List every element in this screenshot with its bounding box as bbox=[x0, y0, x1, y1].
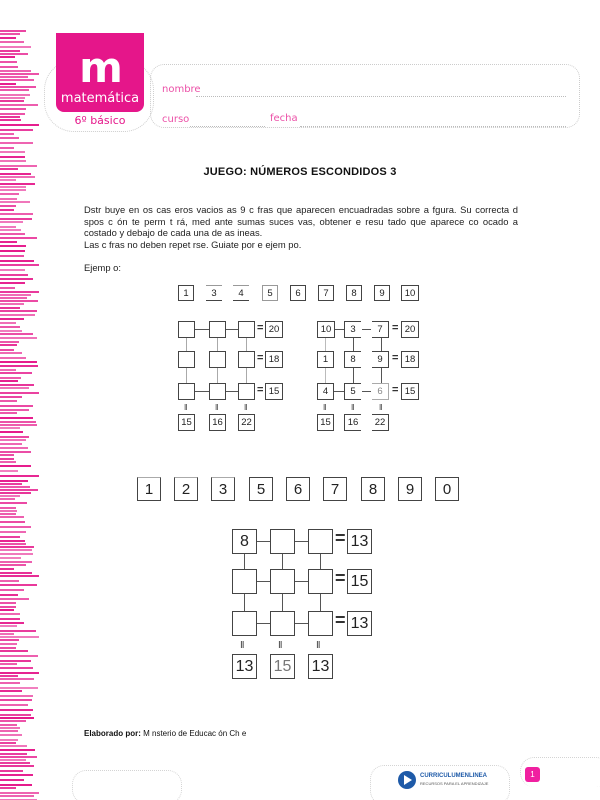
publisher-tagline: RECURSOS PARA EL APRENDIZAJE bbox=[420, 781, 489, 786]
grid-connector bbox=[295, 623, 308, 624]
grid-connector bbox=[244, 594, 245, 611]
equals-sign: = bbox=[392, 352, 399, 364]
page-number-badge: 1 bbox=[525, 767, 540, 782]
page-title: JUEGO: NÚMEROS ESCONDIDOS 3 bbox=[203, 166, 397, 178]
answer-cell[interactable] bbox=[270, 611, 295, 636]
grid-connector bbox=[282, 594, 283, 611]
answer-cell[interactable] bbox=[232, 611, 257, 636]
answer-cell[interactable] bbox=[232, 569, 257, 594]
answer-cell[interactable] bbox=[308, 569, 333, 594]
grid-cell: 10 bbox=[317, 321, 335, 338]
grid-connector bbox=[226, 391, 238, 392]
play-arrow-icon bbox=[398, 771, 416, 789]
logo-letter: m bbox=[79, 43, 121, 92]
row-sum: 20 bbox=[401, 321, 419, 338]
grid-connector bbox=[186, 337, 187, 351]
course-label: curso bbox=[162, 114, 190, 125]
equals-sign: = bbox=[392, 322, 399, 334]
decorative-side-stripes bbox=[0, 30, 42, 800]
example-digit-box: 7 bbox=[318, 285, 334, 301]
grid-cell bbox=[178, 321, 195, 338]
answer-cell[interactable] bbox=[270, 569, 295, 594]
example-digit-box: 5 bbox=[262, 285, 278, 301]
grid-cell: 5 bbox=[344, 383, 361, 400]
column-equals-sign: II bbox=[244, 403, 247, 412]
column-sum: 22 bbox=[238, 414, 255, 431]
example-digit-box: 8 bbox=[346, 285, 362, 301]
grid-cell bbox=[178, 383, 195, 400]
grade-label: 6º básico bbox=[74, 114, 126, 127]
grid-connector bbox=[257, 541, 270, 542]
column-sum: 15 bbox=[270, 654, 295, 679]
equals-sign: = bbox=[335, 528, 346, 548]
row-sum: 20 bbox=[265, 321, 283, 338]
date-field[interactable] bbox=[300, 126, 566, 127]
column-sum: 16 bbox=[344, 414, 361, 431]
column-equals-sign: II bbox=[184, 403, 187, 412]
grid-connector bbox=[246, 368, 247, 383]
column-equals-sign: II bbox=[278, 640, 282, 651]
grid-connector bbox=[325, 368, 326, 383]
grid-connector bbox=[334, 329, 344, 330]
course-field[interactable] bbox=[190, 126, 265, 127]
grid-connector bbox=[217, 368, 218, 383]
grid-connector bbox=[246, 337, 247, 351]
credit-prefix: Elaborado por: bbox=[84, 729, 141, 738]
grid-connector bbox=[334, 391, 344, 392]
exercise-digit-box: 6 bbox=[286, 477, 310, 501]
grid-connector bbox=[320, 554, 321, 569]
grid-connector bbox=[362, 391, 371, 392]
column-sum: 22 bbox=[372, 414, 389, 431]
grid-connector bbox=[381, 368, 382, 383]
exercise-digit-box: 1 bbox=[137, 477, 161, 501]
grid-connector bbox=[257, 623, 270, 624]
column-equals-sign: II bbox=[316, 640, 320, 651]
footer-decoration bbox=[72, 770, 182, 800]
equals-sign: = bbox=[335, 610, 346, 630]
grid-cell: 9 bbox=[372, 351, 389, 368]
grid-connector bbox=[195, 329, 209, 330]
row-sum: 15 bbox=[347, 569, 372, 594]
given-cell: 8 bbox=[232, 529, 257, 554]
grid-connector bbox=[320, 594, 321, 611]
grid-cell: 1 bbox=[317, 351, 334, 368]
publisher-name: CURRICULUMENLINEA bbox=[420, 773, 487, 779]
grid-cell: 7 bbox=[372, 321, 389, 338]
column-sum: 15 bbox=[178, 414, 195, 431]
credit-line bbox=[84, 729, 246, 738]
grid-connector bbox=[186, 368, 187, 383]
grid-connector bbox=[353, 368, 354, 383]
grid-cell bbox=[238, 321, 255, 338]
grid-cell bbox=[209, 383, 226, 400]
grid-cell: 8 bbox=[344, 351, 361, 368]
equals-sign: = bbox=[257, 322, 264, 334]
row-sum: 13 bbox=[347, 529, 372, 554]
answer-cell[interactable] bbox=[308, 611, 333, 636]
grid-cell bbox=[209, 321, 226, 338]
grid-connector bbox=[226, 329, 238, 330]
example-digit-box: 4 bbox=[233, 285, 249, 301]
row-sum: 18 bbox=[265, 351, 283, 368]
column-equals-sign: II bbox=[351, 403, 354, 412]
example-digit-box: 10 bbox=[401, 285, 419, 301]
grid-cell bbox=[238, 383, 255, 400]
logo-subject: matemática bbox=[60, 91, 140, 106]
exercise-digit-box: 7 bbox=[323, 477, 347, 501]
column-sum: 16 bbox=[209, 414, 226, 431]
subject-logo bbox=[56, 33, 144, 112]
column-equals-sign: II bbox=[215, 403, 218, 412]
grid-connector bbox=[244, 554, 245, 569]
name-label: nombre bbox=[162, 84, 201, 95]
grid-cell: 4 bbox=[317, 383, 334, 400]
row-sum: 13 bbox=[347, 611, 372, 636]
exercise-digit-box: 2 bbox=[174, 477, 198, 501]
instructions-note: Las c fras no deben repet rse. Guiate por e ejem po. bbox=[84, 238, 302, 250]
grid-cell bbox=[238, 351, 255, 368]
example-digit-box: 3 bbox=[206, 285, 222, 301]
exercise-digit-box: 3 bbox=[211, 477, 235, 501]
exercise-digit-box: 9 bbox=[398, 477, 422, 501]
row-sum: 15 bbox=[401, 383, 419, 400]
instructions bbox=[84, 204, 518, 250]
row-sum: 15 bbox=[265, 383, 283, 400]
column-sum: 13 bbox=[308, 654, 333, 679]
column-sum: 15 bbox=[317, 414, 334, 431]
date-label: fecha bbox=[270, 113, 298, 124]
row-sum: 18 bbox=[401, 351, 419, 368]
grid-cell bbox=[209, 351, 226, 368]
example-digit-box: 1 bbox=[178, 285, 194, 301]
equals-sign: = bbox=[257, 384, 264, 396]
grid-connector bbox=[325, 337, 326, 351]
example-digit-box: 9 bbox=[374, 285, 390, 301]
grid-connector bbox=[217, 337, 218, 351]
column-equals-sign: II bbox=[379, 403, 382, 412]
column-equals-sign: II bbox=[323, 403, 326, 412]
instructions-paragraph: Dstr buye en os cas eros vacios as 9 c fras que aparecen encuadradas sobre a fgura. Su correcta d spos c ón te perm t rá, med ante sumas suces vas, obtener e resu tado que aparece co ocado a costado y debajo de cada una de as ineas. bbox=[84, 204, 518, 238]
answer-cell[interactable] bbox=[270, 529, 295, 554]
grid-connector bbox=[353, 337, 354, 351]
equals-sign: = bbox=[257, 352, 264, 364]
example-label: Ejemp o: bbox=[84, 262, 121, 273]
grid-connector bbox=[282, 554, 283, 569]
exercise-digit-box: 0 bbox=[435, 477, 459, 501]
grid-connector bbox=[381, 337, 382, 351]
grid-connector bbox=[257, 581, 270, 582]
column-sum: 13 bbox=[232, 654, 257, 679]
answer-cell[interactable] bbox=[308, 529, 333, 554]
example-digit-box: 6 bbox=[290, 285, 306, 301]
grid-cell: 6 bbox=[372, 383, 389, 400]
publisher-logo bbox=[398, 771, 488, 789]
grid-connector bbox=[362, 329, 371, 330]
grid-cell: 3 bbox=[344, 321, 361, 338]
grid-cell bbox=[178, 351, 195, 368]
exercise-digit-box: 8 bbox=[361, 477, 385, 501]
column-equals-sign: II bbox=[240, 640, 244, 651]
name-field[interactable] bbox=[196, 96, 566, 97]
equals-sign: = bbox=[392, 384, 399, 396]
grid-connector bbox=[295, 581, 308, 582]
equals-sign: = bbox=[335, 568, 346, 588]
credit-author: M nsterio de Educac ón Ch e bbox=[140, 729, 247, 738]
grid-connector bbox=[295, 541, 308, 542]
grid-connector bbox=[195, 391, 209, 392]
exercise-digit-box: 5 bbox=[249, 477, 273, 501]
